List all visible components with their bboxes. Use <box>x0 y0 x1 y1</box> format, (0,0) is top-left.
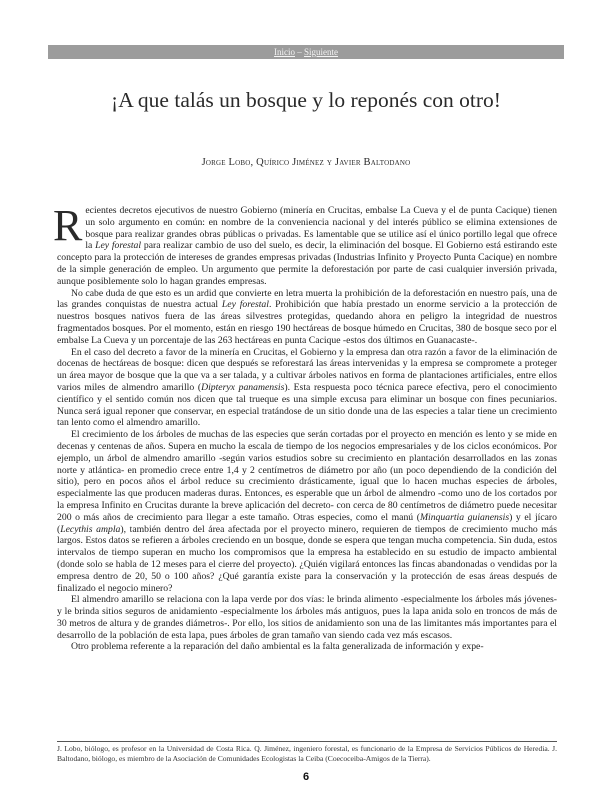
author-footnote: J. Lobo, biólogo, es profesor en la Universidad de Costa Rica. Q. Jiménez, ingeniero forestal, es funcionario de la Empresa de Servicios Públicos de Heredia. J. Baltodano, biólogo, es miembro de la Asociación de Comunidades Ecologistas la Ceiba (Coecoceiba-Amigos de la Tierra). <box>57 744 557 763</box>
paragraph-4: El crecimiento de los árboles de muchas de las especies que serán cortadas por el proyecto en mención es lento y se mide en decenas y centenas de años. Supera en mucho la escala de tiempo de los negocios empresariales y de los ciclos económicos. Por ejemplo, un árbol de almendro amarillo -según varios estudios sobre su crecimiento en plantación desarrollados en las zonas norte y atlántica- en promedio crece entre 1,4 y 2 centímetros de diámetro por año (un poco dependiendo de la condición del sitio), pero en pocos años el árbol reduce su crecimiento drásticamente, igual que lo hacen muchas especies de árboles, especialmente las que producen maderas duras. Entonces, es esperable que un árbol de almendro -como uno de los cortados por la empresa Infinito en Crucitas durante la breve aplicación del decreto- con cerca de 80 centímetros de diámetro puede necesitar 200 o más años de crecimiento para llegar a este tamaño. Otras especies, como el manú (Minquartia guianensis) y el jícaro (Lecythis ampla), también dentro del área afectada por el proyecto minero, requieren de tiempos de crecimiento mucho más largos. Estos datos se refieren a árboles creciendo en un bosque, donde se espera que tengan mucha competencia. Sin duda, estos intervalos de tiempo superan en mucho los compromisos que la empresa ha establecido en su estudio de impacto ambiental (donde solo se habla de 12 meses para el cierre del proyecto). ¿Quién vigilará entonces las fincas abandonadas o vendidas por la empresa dentro de 20, 50 o 100 años? ¿Qué garantía existe para la conservación y la protección de esas áreas después de finalizado el negocio minero? <box>57 429 557 594</box>
paragraph-6: Otro problema referente a la reparación del daño ambiental es la falta generalizada de información y expe- <box>71 641 484 653</box>
article-title: ¡A que talás un bosque y lo reponés con otro! <box>111 88 501 112</box>
paragraph-2: No cabe duda de que esto es un ardid que convierte en letra muerta la prohibición de la deforestación en nuestro país, una de las grandes conquistas de nuestra actual Ley forestal. Prohibición que había prestado un enorme servicio a la protección de nuestros bosques nativos fuera de las áreas silvestres protegidas, quedando ahora en peligro la integridad de nuestros fragmentados bosques. Por el momento, están en riesgo 190 hectáreas de bosque húmedo en Crucitas, 380 de bosque seco por el embalse La Cueva y un porcentaje de las 263 hectáreas en punta Cacique -estos dos últimos en Guanacaste-. <box>57 287 558 346</box>
paragraph-1: Recientes decretos ejecutivos de nuestro Gobierno (minería en Crucitas, embalse La Cueva y el de punta Cacique) tienen un solo argumento en común: en nombre de la conveniencia nacional y del interés público se elimina extensiones de bosque para realizar grandes obras públicas o privadas. Es lamentable que se utilice así el único portillo legal que ofrece la Ley forestal para realizar cambio de uso del suelo, es decir, la eliminación del bosque. El Gobierno está estirando este concepto para la protección de intereses de grandes empresas privadas (Industrias Infinito y Proyecto Punta Cacique) en nombre de la simple generación de empleo. Un argumento que permite la deforestación por parte de casi cualquier inversión privada, aunque posiblemente solo lo hagan grandes empresas. <box>53 201 557 287</box>
page-number: 6 <box>302 771 310 783</box>
article-body <box>53 201 558 653</box>
next-link[interactable]: Siguiente <box>304 47 338 57</box>
navigation-bar <box>48 45 564 59</box>
nav-separator: – <box>297 47 302 57</box>
drop-cap: R <box>53 201 83 250</box>
article-authors: Jorge Lobo, Quírico Jiménez y Javier Baltodano <box>201 157 411 168</box>
footnote-divider <box>57 741 557 742</box>
home-link[interactable]: Inicio <box>274 47 295 57</box>
paragraph-5: El almendro amarillo se relaciona con la lapa verde por dos vías: le brinda alimento -especialmente los árboles más jóvenes- y le brinda sitios seguros de anidamiento -especialmente los árboles más antiguos, pues la lapa anida solo en troncos de más de 30 metros de altura y de grandes diámetros-. Por ello, los sitios de anidamiento son una de las limitantes más importantes para el desarrollo de la población de esta lapa, pues árboles de gran tamaño van siendo cada vez más escasos. <box>57 594 557 641</box>
paragraph-3: En el caso del decreto a favor de la minería en Crucitas, el Gobierno y la empresa dan otra razón a favor de la eliminación de docenas de hectáreas de bosque: dicen que después se reforestará las áreas intervenidas y la empresa se compromete a proteger un área mayor de bosque que la que va a ser talada, y a cultivar árboles nativos en forma de plantaciones artificiales, entre ellos varios miles de almendro amarillo (Dipteryx panamensis). Esta respuesta poco técnica parece efectiva, pero el conocimiento científico y el sentido común nos dicen que tal trueque es una simple excusa para eliminar un bosque con fines pecuniarios. Nunca será igual reponer que conservar, en especial tratándose de un sitio donde una de las especies a talar tiene un crecimiento tan lento como el almendro amarillo. <box>57 346 557 429</box>
